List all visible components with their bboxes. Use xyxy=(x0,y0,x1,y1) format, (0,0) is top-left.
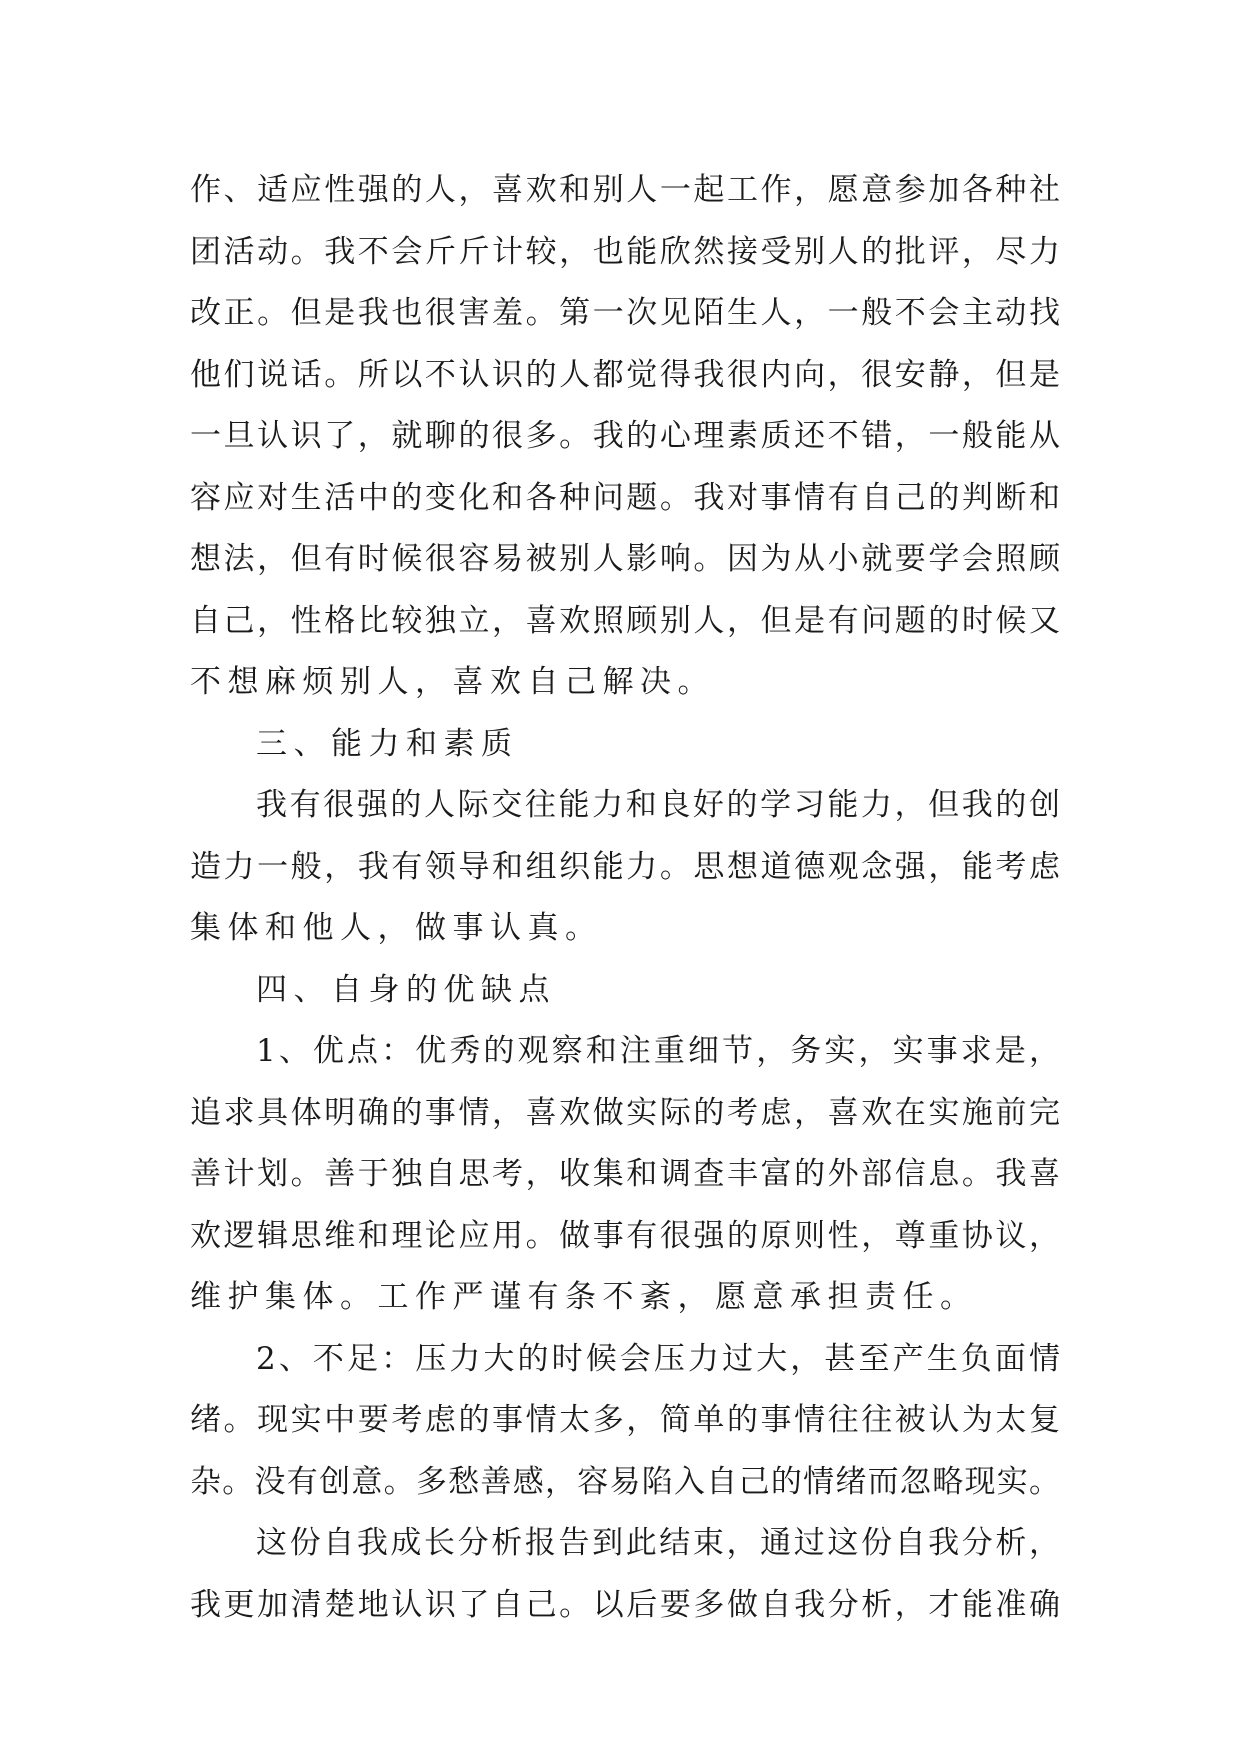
section-heading: 三、能力和素质 xyxy=(256,725,519,762)
text-line: 善计划。善于独自思考，收集和调查丰富的外部信息。我喜 xyxy=(190,1156,1060,1192)
text-line: 团活动。我不会斤斤计较，也能欣然接受别人的批评，尽力 xyxy=(190,233,1060,270)
section-heading: 四、自身的优缺点 xyxy=(256,971,556,1008)
text-line: 追求具体明确的事情，喜欢做实际的考虑，喜欢在实施前完 xyxy=(190,1094,1060,1131)
text-line: 不想麻烦别人，喜欢自己解决。 xyxy=(190,664,715,700)
text-line: 我有很强的人际交往能力和良好的学习能力，但我的创 xyxy=(256,787,1060,823)
text-line: 他们说话。所以不认识的人都觉得我很内向，很安静，但是 xyxy=(190,356,1060,393)
text-line: 这份自我成长分析报告到此结束，通过这份自我分析， xyxy=(256,1525,1060,1561)
text-line: 改正。但是我也很害羞。第一次见陌生人，一般不会主动找 xyxy=(190,295,1060,331)
text-line: 我更加清楚地认识了自己。以后要多做自我分析，才能准确 xyxy=(190,1586,1060,1623)
text-line: 1、优点：优秀的观察和注重细节，务实，实事求是， xyxy=(256,1033,1060,1069)
text-line: 想法，但有时候很容易被别人影响。因为从小就要学会照顾 xyxy=(190,541,1060,577)
text-line: 集体和他人，做事认真。 xyxy=(190,910,603,946)
text-line: 造力一般，我有领导和组织能力。思想道德观念强，能考虑 xyxy=(190,848,1060,885)
text-line: 一旦认识了，就聊的很多。我的心理素质还不错，一般能从 xyxy=(190,418,1060,454)
text-line: 2、不足：压力大的时候会压力过大，甚至产生负面情 xyxy=(256,1340,1060,1377)
text-line: 欢逻辑思维和理论应用。做事有很强的原则性，尊重协议， xyxy=(190,1217,1060,1254)
document-body xyxy=(190,160,1060,1636)
text-line: 绪。现实中要考虑的事情太多，简单的事情往往被认为太复 xyxy=(190,1402,1060,1438)
text-line: 杂。没有创意。多愁善感，容易陷入自己的情绪而忽略现实。 xyxy=(190,1463,1060,1500)
text-line: 维护集体。工作严谨有条不紊，愿意承担责任。 xyxy=(190,1279,978,1315)
text-line: 自己，性格比较独立，喜欢照顾别人，但是有问题的时候又 xyxy=(190,602,1060,639)
text-line: 作、适应性强的人，喜欢和别人一起工作，愿意参加各种社 xyxy=(190,172,1060,208)
text-line: 容应对生活中的变化和各种问题。我对事情有自己的判断和 xyxy=(190,479,1060,516)
